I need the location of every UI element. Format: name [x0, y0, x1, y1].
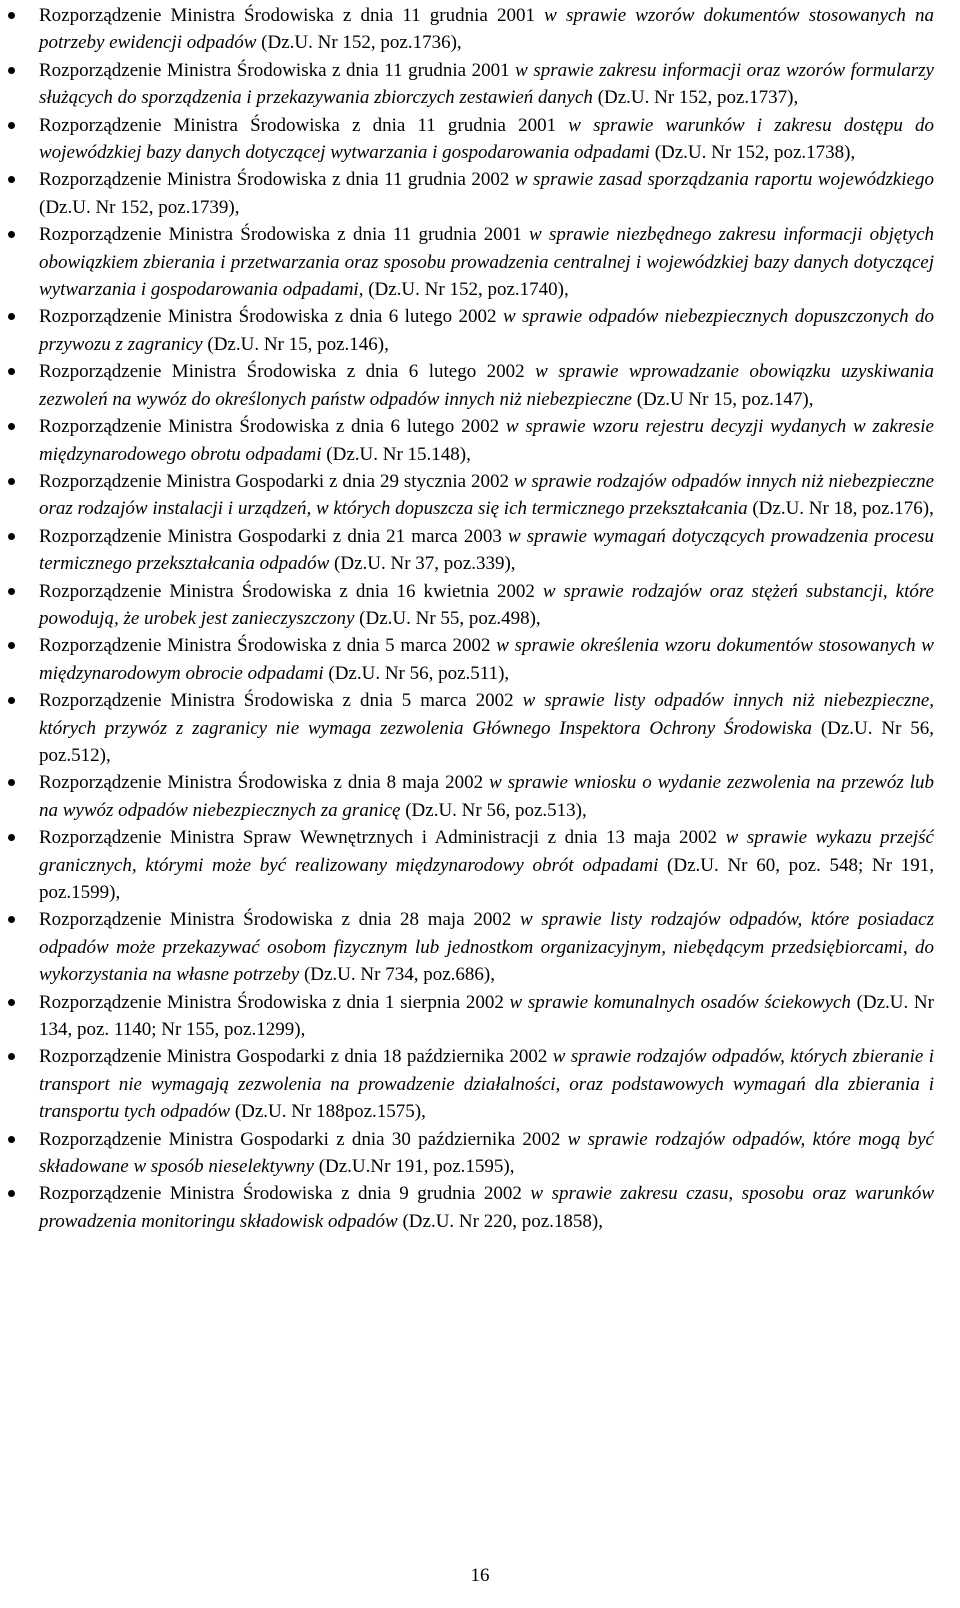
- regulation-text: [39, 221, 934, 303]
- regulation-text: [39, 2, 934, 57]
- regulation-issuer: Rozporządzenie Ministra Środowiska z dnia 16 kwietnia 2002: [39, 580, 543, 602]
- bullet-icon: [8, 999, 15, 1006]
- list-item: [0, 303, 960, 358]
- regulation-text: [39, 989, 934, 1044]
- regulation-text: [39, 1126, 934, 1181]
- regulation-subject: w sprawie niezbędnego zakresu informacji objętych obowiązkiem zbierania i przetwarzania oraz sposobu prowadzenia centralnej i wojewódzkiej bazy danych dotyczącej wytwarzania i gospodarowania odpadami,: [39, 224, 934, 301]
- list-item: [0, 468, 960, 523]
- list-item: [0, 2, 960, 57]
- list-item: [0, 824, 960, 906]
- regulation-issuer: Rozporządzenie Ministra Środowiska z dnia 6 lutego 2002: [39, 306, 503, 328]
- regulation-citation: (Dz.U. Nr 188poz.1575),: [230, 1101, 426, 1123]
- regulation-subject: w sprawie wzorów dokumentów stosowanych na potrzeby ewidencji odpadów: [39, 5, 934, 54]
- regulation-citation: (Dz.U. Nr 15.148),: [321, 443, 471, 465]
- list-item: [0, 166, 960, 221]
- list-item: [0, 989, 960, 1044]
- bullet-icon: [8, 122, 15, 129]
- list-item: [0, 769, 960, 824]
- bullet-icon: [8, 368, 15, 375]
- list-item: [0, 632, 960, 687]
- regulation-text: [39, 57, 934, 112]
- regulation-issuer: Rozporządzenie Ministra Środowiska z dnia 11 grudnia 2001: [39, 59, 516, 81]
- regulation-citation: (Dz.U. Nr 37, poz.339),: [329, 553, 516, 575]
- regulation-citation: (Dz.U.Nr 191, poz.1595),: [313, 1156, 515, 1178]
- bullet-icon: [8, 1190, 15, 1197]
- regulation-citation: (Dz.U. Nr 152, poz.1738),: [649, 142, 856, 164]
- regulation-issuer: Rozporządzenie Ministra Środowiska z dnia 1 sierpnia 2002: [39, 991, 510, 1013]
- regulation-issuer: Rozporządzenie Ministra Spraw Wewnętrznych i Administracji z dnia 13 maja 2002: [39, 827, 726, 849]
- regulation-citation: (Dz.U. Nr 134, poz. 1140; Nr 155, poz.1299),: [39, 991, 934, 1041]
- regulation-issuer: Rozporządzenie Ministra Środowiska z dnia 5 marca 2002: [39, 690, 523, 712]
- regulation-subject: w sprawie zakresu czasu, sposobu oraz warunków prowadzenia monitoringu składowisk odpadów: [39, 1183, 934, 1232]
- regulation-subject: w sprawie wzoru rejestru decyzji wydanych w zakresie międzynarodowego obrotu odpadami: [39, 416, 934, 465]
- regulation-text: [39, 413, 934, 468]
- bullet-icon: [8, 916, 15, 923]
- regulation-issuer: Rozporządzenie Ministra Środowiska z dnia 11 grudnia 2001: [39, 224, 530, 246]
- bullet-icon: [8, 642, 15, 649]
- regulation-citation: (Dz.U. Nr 15, poz.146),: [202, 333, 389, 355]
- list-item: [0, 57, 960, 112]
- regulation-subject: w sprawie rodzajów odpadów innych niż niebezpieczne oraz rodzajów instalacji i urządzeń, w których dopuszcza się ich termicznego przekształcania: [39, 470, 934, 520]
- regulation-text: [39, 468, 934, 523]
- regulation-subject: w sprawie wniosku o wydanie zezwolenia na przewóz lub na wywóz odpadów niebezpiecznych za granicę: [39, 772, 934, 821]
- regulation-subject: w sprawie odpadów niebezpiecznych dopuszczonych do przywozu z zagranicy: [39, 306, 934, 355]
- regulation-issuer: Rozporządzenie Ministra Środowiska z dnia 6 lutego 2002: [39, 416, 506, 438]
- list-item: [0, 578, 960, 633]
- bullet-icon: [8, 1136, 15, 1143]
- regulation-subject: w sprawie wykazu przejść granicznych, którymi może być realizowany międzynarodowy obrót odpadami: [39, 827, 934, 876]
- list-item: [0, 413, 960, 468]
- regulation-subject: w sprawie rodzajów odpadów, których zbieranie i transport nie wymagają zezwolenia na prowadzenie działalności, oraz podstawowych wymagań dla zbierania i transportu tych odpadów: [39, 1046, 934, 1123]
- regulation-text: [39, 769, 934, 824]
- regulation-issuer: Rozporządzenie Ministra Środowiska z dnia 11 grudnia 2002: [39, 169, 515, 191]
- regulation-text: [39, 578, 934, 633]
- regulation-issuer: Rozporządzenie Ministra Środowiska z dnia 8 maja 2002: [39, 772, 490, 794]
- regulation-issuer: Rozporządzenie Ministra Gospodarki z dnia 30 października 2002: [39, 1128, 568, 1150]
- list-item: [0, 1180, 960, 1235]
- regulation-issuer: Rozporządzenie Ministra Środowiska z dnia 5 marca 2002: [39, 635, 497, 657]
- regulation-issuer: Rozporządzenie Ministra Środowiska z dnia 9 grudnia 2002: [39, 1183, 531, 1205]
- regulation-subject: w sprawie zakresu informacji oraz wzorów formularzy służących do sporządzenia i przekazywania zbiorczych zestawień danych: [39, 59, 934, 109]
- bullet-icon: [8, 1053, 15, 1060]
- regulation-issuer: Rozporządzenie Ministra Gospodarki z dnia 18 października 2002: [39, 1046, 553, 1068]
- regulation-text: [39, 166, 934, 221]
- regulation-text: [39, 303, 934, 358]
- regulation-text: [39, 632, 934, 687]
- regulation-text: [39, 358, 934, 413]
- regulation-issuer: Rozporządzenie Ministra Środowiska z dnia 6 lutego 2002: [39, 361, 536, 383]
- regulation-subject: w sprawie rodzajów odpadów, które mogą być składowane w sposób nieselektywny: [39, 1128, 934, 1178]
- bullet-icon: [8, 697, 15, 704]
- regulation-citation: (Dz.U. Nr 60, poz. 548; Nr 191, poz.1599),: [39, 854, 934, 903]
- list-item: [0, 523, 960, 578]
- regulation-subject: w sprawie listy rodzajów odpadów, które posiadacz odpadów może przekazywać osobom fizycznym lub jednostkom organizacyjnym, niebędącym przedsiębiorcami, do wykorzystania na własne potrzeby: [39, 909, 934, 986]
- regulation-citation: (Dz.U. Nr 56, poz.511),: [323, 662, 510, 684]
- regulation-citation: (Dz.U. Nr 56, poz.513),: [400, 799, 587, 821]
- regulation-text: [39, 1180, 934, 1235]
- bullet-icon: [8, 313, 15, 320]
- regulation-subject: w sprawie rodzajów oraz stężeń substancji, które powodują, że urobek jest zanieczyszczony: [39, 580, 934, 629]
- regulation-subject: w sprawie zasad sporządzania raportu wojewódzkiego: [514, 169, 934, 191]
- regulation-citation: (Dz.U. Nr 56, poz.512),: [39, 717, 934, 766]
- regulation-citation: (Dz.U Nr 15, poz.147),: [631, 388, 814, 410]
- regulation-subject: w sprawie wymagań dotyczących prowadzenia procesu termicznego przekształcania odpadów: [39, 525, 934, 575]
- regulations-list: [0, 2, 960, 1235]
- list-item: [0, 221, 960, 303]
- regulation-citation: (Dz.U. Nr 734, poz.686),: [299, 964, 495, 986]
- list-item: [0, 112, 960, 167]
- regulation-text: [39, 687, 934, 769]
- regulation-issuer: Rozporządzenie Ministra Gospodarki z dnia 21 marca 2003: [39, 525, 508, 547]
- regulation-issuer: Rozporządzenie Ministra Środowiska z dnia 11 grudnia 2001: [39, 5, 545, 26]
- regulation-citation: (Dz.U. Nr 220, poz.1858),: [397, 1210, 603, 1232]
- bullet-icon: [8, 779, 15, 786]
- regulation-subject: w sprawie określenia wzoru dokumentów stosowanych w międzynarodowym obrocie odpadami: [39, 635, 934, 684]
- regulation-subject: w sprawie warunków i zakresu dostępu do wojewódzkiej bazy danych dotyczącej wytwarzania i gospodarowania odpadami: [39, 114, 935, 164]
- regulation-text: [39, 112, 934, 167]
- regulation-issuer: Rozporządzenie Ministra Środowiska z dnia 28 maja 2002: [39, 909, 521, 931]
- regulation-text: [39, 523, 934, 578]
- bullet-icon: [8, 67, 15, 74]
- list-item: [0, 1043, 960, 1125]
- list-item: [0, 906, 960, 988]
- regulation-citation: (Dz.U. Nr 152, poz.1737),: [592, 87, 799, 109]
- bullet-icon: [8, 423, 15, 430]
- regulation-issuer: Rozporządzenie Ministra Środowiska z dnia 11 grudnia 2001: [39, 114, 569, 136]
- regulation-text: [39, 824, 934, 906]
- regulation-citation: (Dz.U. Nr 152, poz.1740),: [363, 279, 569, 301]
- bullet-icon: [8, 588, 15, 595]
- bullet-icon: [8, 478, 15, 485]
- list-item: [0, 687, 960, 769]
- regulation-citation: (Dz.U. Nr 152, poz.1736),: [256, 32, 462, 54]
- bullet-icon: [8, 231, 15, 238]
- list-item: [0, 358, 960, 413]
- list-item: [0, 1126, 960, 1181]
- regulation-subject: w sprawie komunalnych osadów ściekowych: [509, 991, 851, 1013]
- regulation-citation: (Dz.U. Nr 18, poz.176),: [747, 498, 934, 520]
- regulation-subject: w sprawie listy odpadów innych niż niebezpieczne, których przywóz z zagranicy nie wymaga zezwolenia Głównego Inspektora Ochrony Środowiska: [39, 690, 934, 739]
- regulation-subject: w sprawie wprowadzanie obowiązku uzyskiwania zezwoleń na wywóz do określonych państw odpadów innych niż niebezpieczne: [39, 361, 934, 410]
- bullet-icon: [8, 12, 15, 19]
- bullet-icon: [8, 176, 15, 183]
- bullet-icon: [8, 834, 15, 841]
- bullet-icon: [8, 533, 15, 540]
- regulation-text: [39, 1043, 934, 1125]
- page-number: 16: [470, 1565, 490, 1586]
- regulation-citation: (Dz.U. Nr 152, poz.1739),: [39, 196, 240, 218]
- regulation-issuer: Rozporządzenie Ministra Gospodarki z dnia 29 stycznia 2002: [39, 470, 514, 492]
- regulation-text: [39, 906, 934, 988]
- regulation-citation: (Dz.U. Nr 55, poz.498),: [354, 607, 541, 629]
